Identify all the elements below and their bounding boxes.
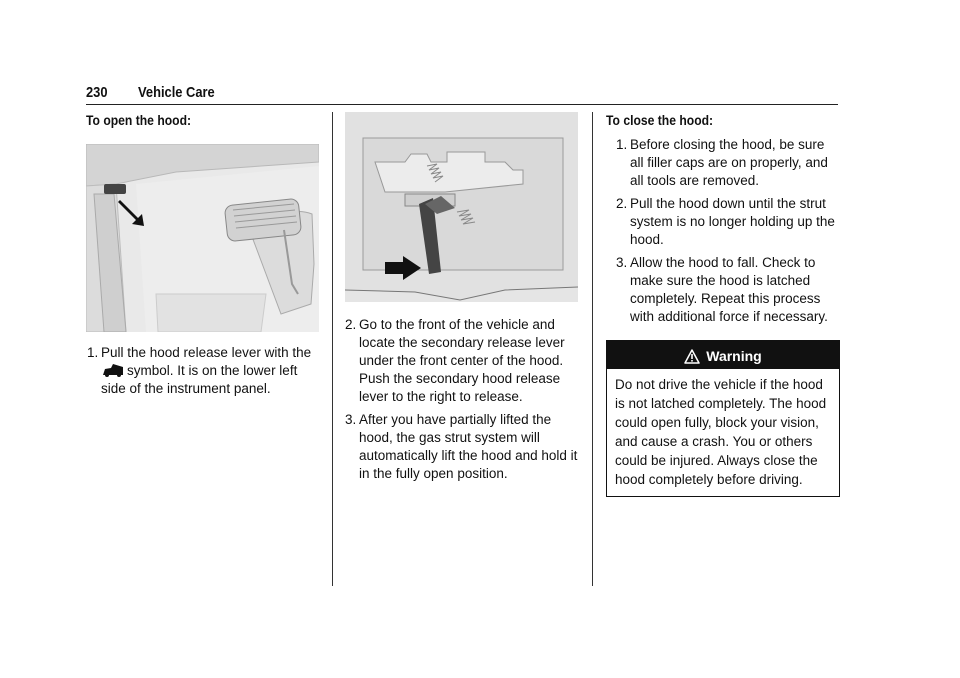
column-divider (592, 112, 593, 586)
page-header (86, 82, 838, 105)
hood-release-illustration (86, 144, 319, 332)
step-text: After you have partially lifted the hood, the gas strut system will automatically lift the hood and hold it in the fully open position. (359, 412, 578, 481)
step-number: 1. (616, 137, 628, 152)
column-secondary-release (345, 112, 580, 488)
column-divider (332, 112, 333, 586)
step-item (345, 411, 580, 483)
step-text: Pull the hood down until the strut system is no longer holding up the hood. (630, 196, 835, 247)
step-item (616, 136, 840, 190)
step-number: 3. (616, 255, 628, 270)
warning-box (606, 340, 840, 497)
page-number: 230 (86, 84, 108, 101)
secondary-release-steps (345, 316, 580, 483)
open-hood-heading: To open the hood: (86, 113, 192, 128)
step-number: 2. (616, 196, 628, 211)
secondary-release-lever-photo (345, 112, 578, 302)
step-number: 3. (345, 412, 357, 427)
close-hood-heading: To close the hood: (606, 113, 714, 128)
secondary-release-illustration (345, 112, 578, 302)
step-text (101, 344, 322, 398)
step-text: Go to the front of the vehicle and locate the secondary release lever under the front center of the hood. Push the secondary hood release lever to the right to release. (359, 317, 565, 404)
open-hood-steps (86, 344, 322, 398)
hood-open-car-icon (101, 363, 125, 377)
warning-triangle-icon (684, 349, 700, 364)
step-item (345, 316, 580, 406)
warning-header (607, 341, 839, 369)
step-text: Before closing the hood, be sure all filler caps are on properly, and all tools are removed. (630, 137, 828, 188)
close-hood-steps (606, 136, 840, 326)
step-item (86, 344, 322, 398)
column-open-hood (86, 112, 322, 403)
column-close-hood (606, 112, 840, 497)
step-text-part: Pull the hood release lever with the (101, 345, 312, 360)
step-text: Allow the hood to fall. Check to make sure the hood is latched completely. Repeat this process with additional force if necessary. (630, 255, 828, 324)
step-text-part: symbol. It is on the lower left side of the instrument panel. (101, 363, 298, 396)
step-number: 1. (87, 345, 99, 360)
step-item (616, 195, 840, 249)
hood-release-lever-photo (86, 144, 319, 332)
step-number: 2. (345, 317, 357, 332)
step-item (616, 254, 840, 326)
warning-text: Do not drive the vehicle if the hood is not latched completely. The hood could open fully, block your vision, and cause a crash. You or others could be injured. Always close the hood completely before driving. (615, 377, 827, 487)
warning-title: Warning (706, 348, 762, 365)
section-title: Vehicle Care (138, 84, 215, 101)
